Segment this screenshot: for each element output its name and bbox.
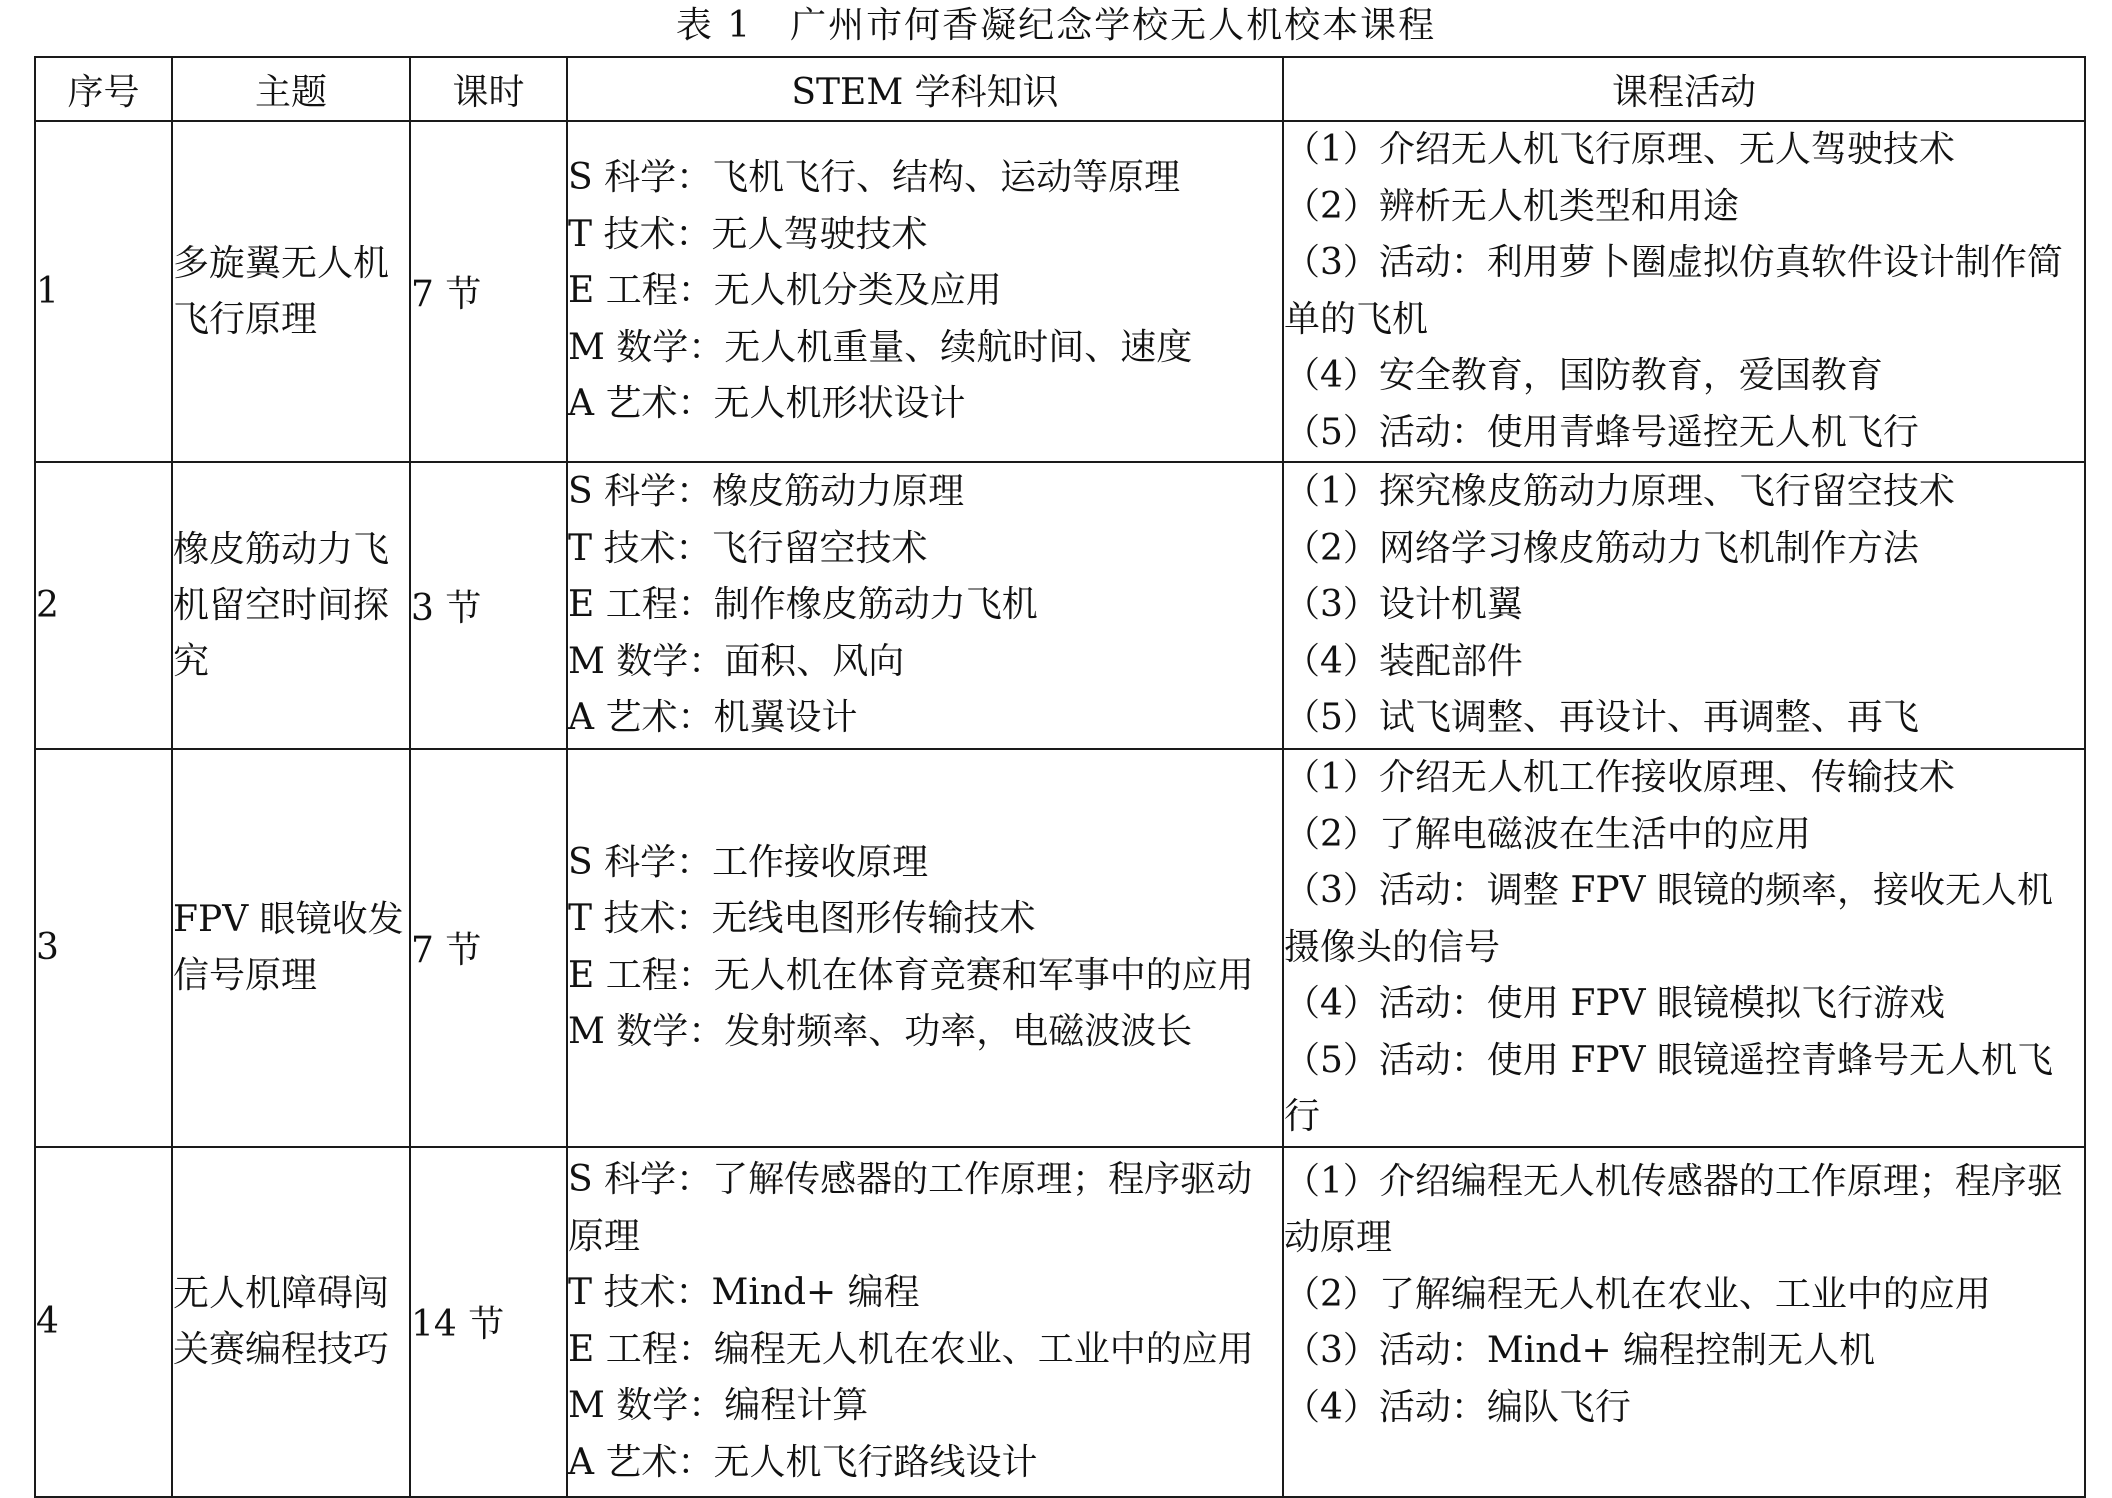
activity-line: （1）探究橡皮筋动力原理、飞行留空技术 <box>1284 471 1955 513</box>
cell-stem <box>567 749 1283 1147</box>
stem-line: M 数学：编程计算 <box>568 1385 869 1426</box>
activity-line: （2）了解电磁波在生活中的应用 <box>1284 813 1811 855</box>
cell-topic: 多旋翼无人机飞行原理 <box>172 121 410 462</box>
stem-line: A 艺术：无人机飞行路线设计 <box>568 1441 1038 1483</box>
cell-hours: 7 节 <box>410 749 567 1147</box>
activity-line: （2）了解编程无人机在农业、工业中的应用 <box>1284 1273 1991 1315</box>
stem-line: M 数学：面积、风向 <box>568 640 905 682</box>
cell-topic: 橡皮筋动力飞机留空时间探究 <box>172 462 410 749</box>
stem-line: E 工程：编程无人机在农业、工业中的应用 <box>568 1328 1254 1370</box>
activity-line: （2）辨析无人机类型和用途 <box>1284 185 1739 227</box>
stem-line: M 数学：无人机重量、续航时间、速度 <box>568 326 1193 368</box>
stem-line: T 技术：无线电图形传输技术 <box>568 898 1036 940</box>
stem-line: E 工程：无人机分类及应用 <box>568 270 1002 312</box>
activity-line: （1）介绍无人机飞行原理、无人驾驶技术 <box>1284 129 1955 170</box>
stem-line: S 科学：橡皮筋动力原理 <box>568 471 965 513</box>
header-activity: 课程活动 <box>1283 57 2085 121</box>
cell-topic: 无人机障碍闯关赛编程技巧 <box>172 1147 410 1497</box>
stem-line: T 技术：Mind+ 编程 <box>568 1272 920 1313</box>
stem-line: S 科学：飞机飞行、结构、运动等原理 <box>568 157 1181 199</box>
activity-line: （3）设计机翼 <box>1284 584 1523 626</box>
cell-activity <box>1283 1147 2085 1497</box>
cell-stem <box>567 462 1283 749</box>
cell-activity <box>1283 462 2085 749</box>
stem-line: T 技术：无人驾驶技术 <box>568 213 928 255</box>
stem-line: T 技术：飞行留空技术 <box>568 527 928 569</box>
table-header-row <box>35 57 2085 121</box>
cell-activity <box>1283 749 2085 1147</box>
header-hours: 课时 <box>410 57 567 121</box>
course-table <box>34 56 2086 1498</box>
stem-line: E 工程：无人机在体育竞赛和军事中的应用 <box>568 954 1254 996</box>
table-row <box>35 1147 2085 1497</box>
table-row <box>35 749 2085 1147</box>
stem-line: S 科学：工作接收原理 <box>568 841 929 883</box>
activity-line: （4）安全教育，国防教育，爱国教育 <box>1284 355 1883 396</box>
activity-line: （5）活动：使用青蜂号遥控无人机飞行 <box>1284 411 1919 453</box>
activity-line: （2）网络学习橡皮筋动力飞机制作方法 <box>1284 527 1919 569</box>
activity-line: （1）介绍无人机工作接收原理、传输技术 <box>1284 757 1955 798</box>
stem-line: A 艺术：机翼设计 <box>568 697 858 739</box>
cell-stem <box>567 1147 1283 1497</box>
cell-hours: 3 节 <box>410 462 567 749</box>
activity-line: （1）介绍编程无人机传感器的工作原理；程序驱动原理 <box>1284 1160 2063 1258</box>
cell-index: 1 <box>35 121 172 462</box>
stem-line: S 科学：了解传感器的工作原理；程序驱动原理 <box>568 1159 1253 1257</box>
stem-line: E 工程：制作橡皮筋动力飞机 <box>568 584 1038 626</box>
activity-line: （3）活动：Mind+ 编程控制无人机 <box>1284 1330 1876 1371</box>
cell-index: 4 <box>35 1147 172 1497</box>
cell-hours: 14 节 <box>410 1147 567 1497</box>
activity-line: （5）试飞调整、再设计、再调整、再飞 <box>1284 697 1919 739</box>
cell-index: 3 <box>35 749 172 1147</box>
table-row <box>35 462 2085 749</box>
activity-line: （4）活动：使用 FPV 眼镜模拟飞行游戏 <box>1284 983 1945 1024</box>
activity-line: （4）活动：编队飞行 <box>1284 1386 1631 1428</box>
table-row <box>35 121 2085 462</box>
cell-topic: FPV 眼镜收发信号原理 <box>172 749 410 1147</box>
stem-line: A 艺术：无人机形状设计 <box>568 383 966 425</box>
table-caption: 表 1 广州市何香凝纪念学校无人机校本课程 <box>675 5 1437 46</box>
cell-activity <box>1283 121 2085 462</box>
activity-line: （4）装配部件 <box>1284 640 1523 682</box>
header-index: 序号 <box>35 57 172 121</box>
activity-line: （3）活动：利用萝卜圈虚拟仿真软件设计制作简单的飞机 <box>1284 242 2063 340</box>
cell-stem <box>567 121 1283 462</box>
activity-line: （5）活动：使用 FPV 眼镜遥控青蜂号无人机飞行 <box>1284 1039 2053 1137</box>
header-topic: 主题 <box>172 57 410 121</box>
header-stem: STEM 学科知识 <box>567 57 1283 121</box>
cell-hours: 7 节 <box>410 121 567 462</box>
activity-line: （3）活动：调整 FPV 眼镜的频率，接收无人机摄像头的信号 <box>1284 870 2053 968</box>
stem-line: M 数学：发射频率、功率，电磁波波长 <box>568 1011 1193 1053</box>
cell-index: 2 <box>35 462 172 749</box>
